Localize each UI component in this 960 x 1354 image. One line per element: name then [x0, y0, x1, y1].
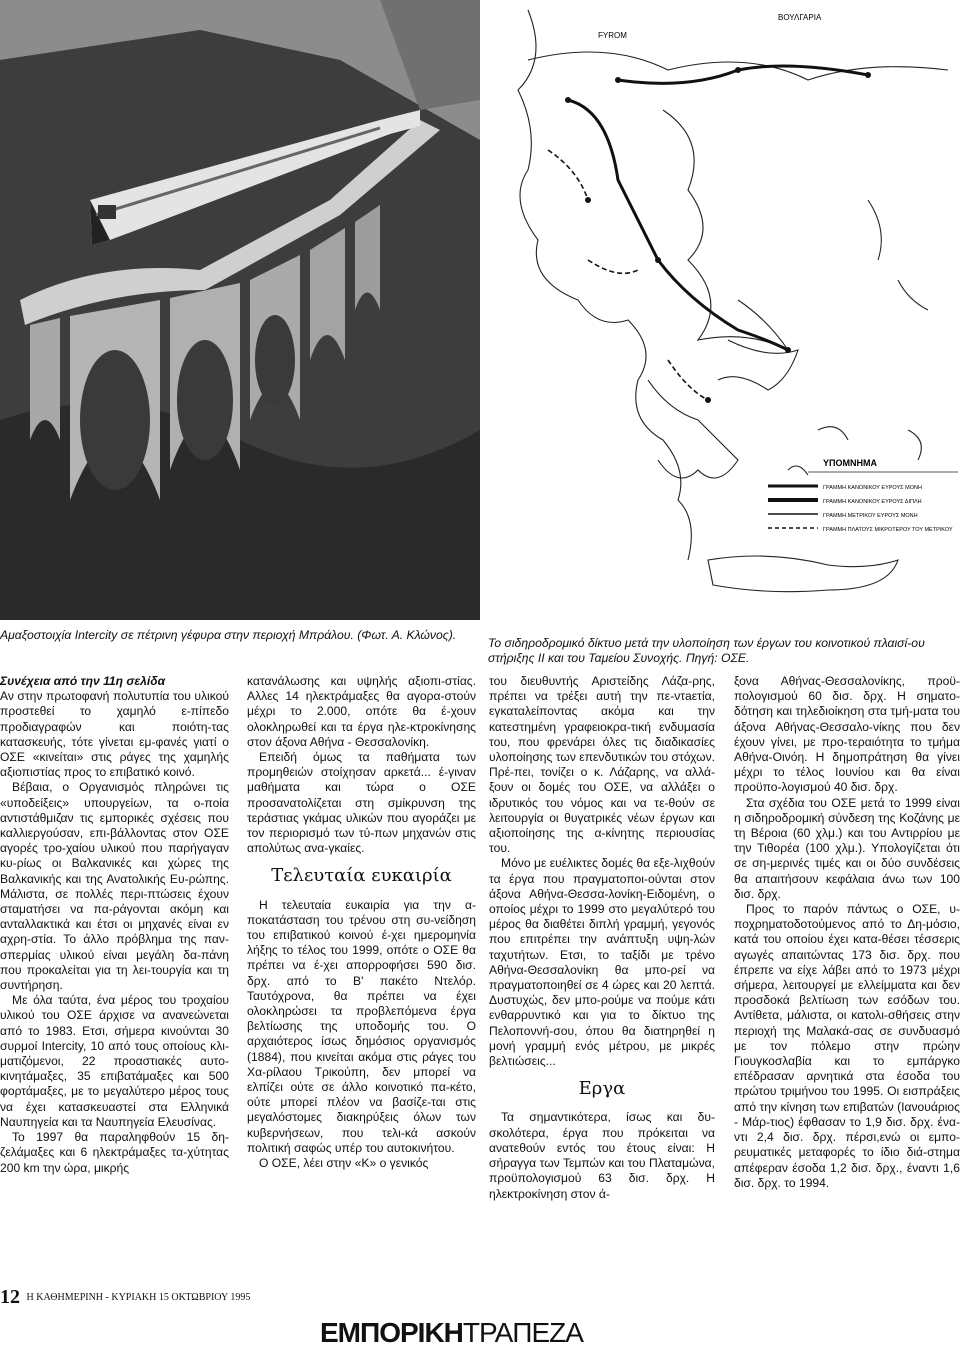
paragraph: του διευθυντής Αριστείδης Λάζα-ρης, πρέπει να τρέξει αυτή την πε-ντaετία, εγκαταλείποντας ακόμα και την κατεστημένη γραφειοκρα-τική ενδυμασία του, που φρενάρει όλες τις διαδικασίες υλοποίησης των επενδυτικών του στόχων. Πρέ-πει, τονίζει ο κ. Λάζαρης, να αλλά-ξουν οι δομές του ΟΣΕ, να αλλάξει ο ιδρυτικός του νόμος και να τε-θούν σε λειτουργία οι θυγατρικές νέων έργων και αξιοποίησης της α-κίνητης περιουσίας του.: [489, 674, 715, 856]
publication-line: Η ΚΑΘΗΜΕΡΙΝΗ - ΚΥΡΙΑΚΗ 15 ΟΚΤΩΒΡΙΟΥ 1995: [26, 1291, 251, 1303]
paragraph: Βέβαια, ο Οργανισμός πληρώνει τις «υποδείξεις» υπουργείων, τα ο-ποία αντιστάθμιζαν τις εμπορικές σχέσεις που καλλιεργούσαν, επι-βάλλοντας στον ΟΣΕ αγορές τρο-χαίου υλικού που παρήγαγαν κυ-ρίως οι Βαλκανικές και χώρες της Βαλκανικής και της Ανατολικής Ευ-ρώπης. Μάλιστα, σε πολλές περι-πτώσεις έχουν σταματήσει να πα-ράγονται ακόμη και ανταλλακτικά και έτσι οι μηχανές είναι εν αχρη-στία. Το άλλο πρόβλημα της παν-σπερμίας υλικού είναι μεγάλη δα-πάνη που προκαλείται για τη λει-τουργία και τη συντήρηση.: [0, 780, 229, 993]
paragraph: Επειδή όμως τα παθήματα των προμηθειών στοίχησαν αρκετά... έ-γιναν μαθήματα και τώρα ο ΟΣΕ προσανατολίζεται στη σμίκρυνση της τεράστιας γκάμας υλικών που αγοράζει με τον περιορισμό των τύ-πων μηχανών στις απολύτως ανα-γκαίες.: [247, 750, 476, 856]
article-column-3: [489, 674, 715, 1202]
article-column-1: [0, 674, 229, 1176]
article-column-2: [247, 674, 476, 1171]
paragraph: Η τελευταία ευκαιρία για την α-ποκατάσταση του τρένου στη συ-νείδηση του επιβατικού κοινού έ-χει ημερομηνία λήξης το τέλος του 1999, οπότε ο ΟΣΕ θα πρέπει να έ-χει απορροφήσει 590 δισ. δρχ. από το Β' πακέτο Ντελόρ. Ταυτόχρονα, θα πρέπει να έχει ολοκληρώσει τα προβλεπόμενα έργα βελτίωσης της υποδομής του. Ο αρχαιότερος ίσως δημόσιος οργανισμός (1884), που κινείται ακόμα στις ράγες του Χα-ρίλαου Τρικούπη, δεν μπορεί να ελπίζει ούτε σε άλλο κοινοτικό πα-κέτο, ούτε μπορεί πλέον να βασίζε-ται στις μεγαλόστομες διακηρύξεις όλων των κυβερνήσεων, που τελι-κά ασκούν πολιτική σαφώς υπέρ του αυτοκινήτου.: [247, 897, 476, 1155]
page-number: 12: [0, 1286, 20, 1308]
legend-item: ΓΡΑΜΜΗ ΚΑΝΟΝΙΚΟΥ ΕΥΡΟΥΣ ΔΙΠΛΗ: [823, 499, 922, 505]
train-bridge-photo: [0, 0, 480, 620]
paragraph: Ο ΟΣΕ, λέει στην «Κ» ο γενικός: [259, 1156, 429, 1171]
paragraph: κατανάλωσης και υψηλής αξιοπι-στίας. Αλλες 14 ηλεκτράμαξες θα αγορα-στούν μέχρι το 2.000, οπότε θα έ-χουν ολοκληρωθεί και τα έργα ηλε-κτροκίνησης στον άξονα Αθήνα - Θεσσαλονίκη.: [247, 674, 476, 749]
photo-caption: Αμαξοστοιχία Intercity σε πέτρινη γέφυρα στην περιοχή Μπράλου. (Φωτ. Α. Κλώνος).: [0, 628, 457, 642]
map-label-bulgaria: ΒΟΥΛΓΑΡΙΑ: [778, 13, 822, 22]
map-caption: Το σιδηροδρομικό δίκτυο μετά την υλοποίηση των έργων του κοινοτικού πλαισί-ου στήριξης ΙΙ και του Ταμείου Συνοχής. Πηγή: ΟΣΕ.: [488, 636, 925, 665]
railway-network-map: [488, 0, 960, 630]
banner-light-text: ΤΡΑΠΕΖΑ: [462, 1317, 583, 1348]
paragraph: Τα σημαντικότερα, ίσως και δυ-σκολότερα, έργα που πρόκειται να ανατεθούν εντός του έτους είναι: Η σήραγγα των Τεμπών και του Πλαταμώνα, προϋπολογισμού 63 δισ. δρχ. Η ηλεκτροκίνηση στον ά-: [489, 1110, 715, 1201]
paragraph: Με όλα ταύτα, ένα μέρος του τροχαίου υλικού του ΟΣΕ άρχισε να ανανεώνεται από το 1983. Ετσι, σήμερα κινούνται 30 συρμοί Intercity, 10 από τους οποίους κλι-ματιζόμενοι, 22 προαστιακές αυτο-κινητάμαξες, 35 επιβατάμαξες και 500 φορτάμαξες, με το μεγαλύτερο μέρος τους να έχει κατασκευαστεί στα Ελληνικά Ναυπηγεία και τα Ναυπηγεία Ελευσίνας.: [0, 993, 229, 1129]
legend-item: ΓΡΑΜΜΗ ΚΑΝΟΝΙΚΟΥ ΕΥΡΟΥΣ ΜΟΝΗ: [823, 485, 922, 491]
continuation-kicker: Συνέχεια από την 11η σελίδα: [0, 674, 166, 688]
page-footer: [0, 1286, 250, 1309]
paragraph: Αν στην πρωτοφανή πολυτυπία του υλικού προστεθεί το χαμηλό ε-πίπεδο προδιαγραφών και ποιότη-τας κατασκευής, τότε γίνεται εμ-φανές γιατί ο ΟΣΕ «κινείται» στις ράγες της χαμηλής αξιοπιστίας προς το επιβατικό κοινό.: [0, 689, 229, 780]
paragraph: Προς το παρόν πάντως ο ΟΣΕ, υ-ποχρηματοδοτούμενος από το Δη-μόσιο, κατά του οποίου έχει κατα-θέσει τέσσερις αγωγές απαιτώντας 173 δισ. δρχ. που έπρεπε να είχε λάβει από το 1973 μέχρι σήμερα, λειτουργεί με ελλείμματα και δεν προσδοκά βελτίωση των εσόδων του. Αντίθετα, μάλιστα, οι κατολι-σθήσεις στην περιοχή της Μαλακά-σας σε συνδυασμό με τον πόλεμο στην πρώην Γιουγκοσλαβία και το εμπάργκο επέδρασαν αρνητικά στα έσοδα του πρώτου τριμήνου του 1995. Οι εισπράξεις από την κίνηση των επιβατών (Ιανουάριος - Μάρ-τιος) έφθασαν το 1,9 δισ. δρχ. ένα-ντι 2,4 δισ. δρχ. πέρσι,ενώ οι εμπο-ρευματικές μεταφορές το ίδιο διά-στημα απέφεραν έσοδα 1,2 δισ. δρχ., έναντι 1,6 δισ. δρχ. το 1994.: [734, 902, 960, 1190]
map-label-fyrom: FYROM: [598, 31, 627, 40]
paragraph: Στα σχέδια του ΟΣΕ μετά το 1999 είναι η σιδηροδρομική σύνδεση της Κοζάνης με τη Βέροια (60 χλμ.) και του Αντιρρίου με την Τιθορέα (100 χλμ.). Υπολογίζεται ότι σε ση-μερινές τιμές και οι δύο συνδέσεις θα απαιτήσουν κεφάλαια άνω των 100 δισ. δρχ.: [734, 795, 960, 901]
legend-item: ΓΡΑΜΜΗ ΜΕΤΡΙΚΟΥ ΕΥΡΟΥΣ ΜΟΝΗ: [823, 513, 918, 519]
paragraph: ξονα Αθήνας-Θεσσαλονίκης, προϋ-πολογισμού 60 δισ. δρχ. Η σηματο-δότηση και τηλεδιοίκηση στα τμή-ματα του άξονα Αθήνας-Θεσσαλο-νίκης που δεν έχουν γίνει, με προ-τεραιότητα το τμήμα Αθήνα-Οινόη. Η δημοπράτηση θα γίνει μέχρι το τέλος Ιουνίου και θα είναι προϋπο-λογισμού 40 δισ. δρχ.: [734, 674, 960, 795]
subheading: Εργα: [578, 1078, 626, 1100]
legend-title: ΥΠΟΜΝΗΜΑ: [823, 458, 877, 468]
bank-advert-banner: [320, 1318, 640, 1348]
legend-item: ΓΡΑΜΜΗ ΠΛΑΤΟΥΣ ΜΙΚΡΟΤΕΡΟΥ ΤΟΥ ΜΕΤΡΙΚΟΥ: [823, 527, 953, 533]
subheading: Τελευταία ευκαιρία: [271, 865, 452, 887]
article-column-4: [734, 674, 960, 1191]
paragraph: Μόνο με ευέλικτες δομές θα εξε-λιχθούν τα έργα που πραγματοποι-ούνται στον άξονα Αθήνα-Θεσσα-λονίκη-Ειδομένη, ο οποίος μέχρι το 1999 στο μεγαλύτερό του μέρος θα διαθέτει διπλή γραμμή, γεγονός που επιτρέπει την ανάπτυξη υψη-λών ταχυτήτων. Ετσι, το ταξίδι με τρένο Αθήνα-Θεσσαλονίκη θα μπο-ρεί να πραγματοποιηθεί σε 4 ώρες και 20 λεπτά. Δυστυχώς, δεν μπο-ρούμε να πούμε κάτι ενθαρρυντικό και για το δίκτυο της Πελοποννή-σου, όπου θα διατηρηθεί η μονή γραμμή ενός μέτρου, με μικρές βελτιώσεις...: [489, 856, 715, 1069]
paragraph: Το 1997 θα παραληφθούν 15 δη-ζελάμαξες και 6 ηλεκτράμαξες τα-χύτητας 200 km την ώρα, μικρής: [0, 1130, 229, 1175]
banner-bold-text: ΕΜΠΟΡΙΚΗ: [320, 1317, 463, 1348]
